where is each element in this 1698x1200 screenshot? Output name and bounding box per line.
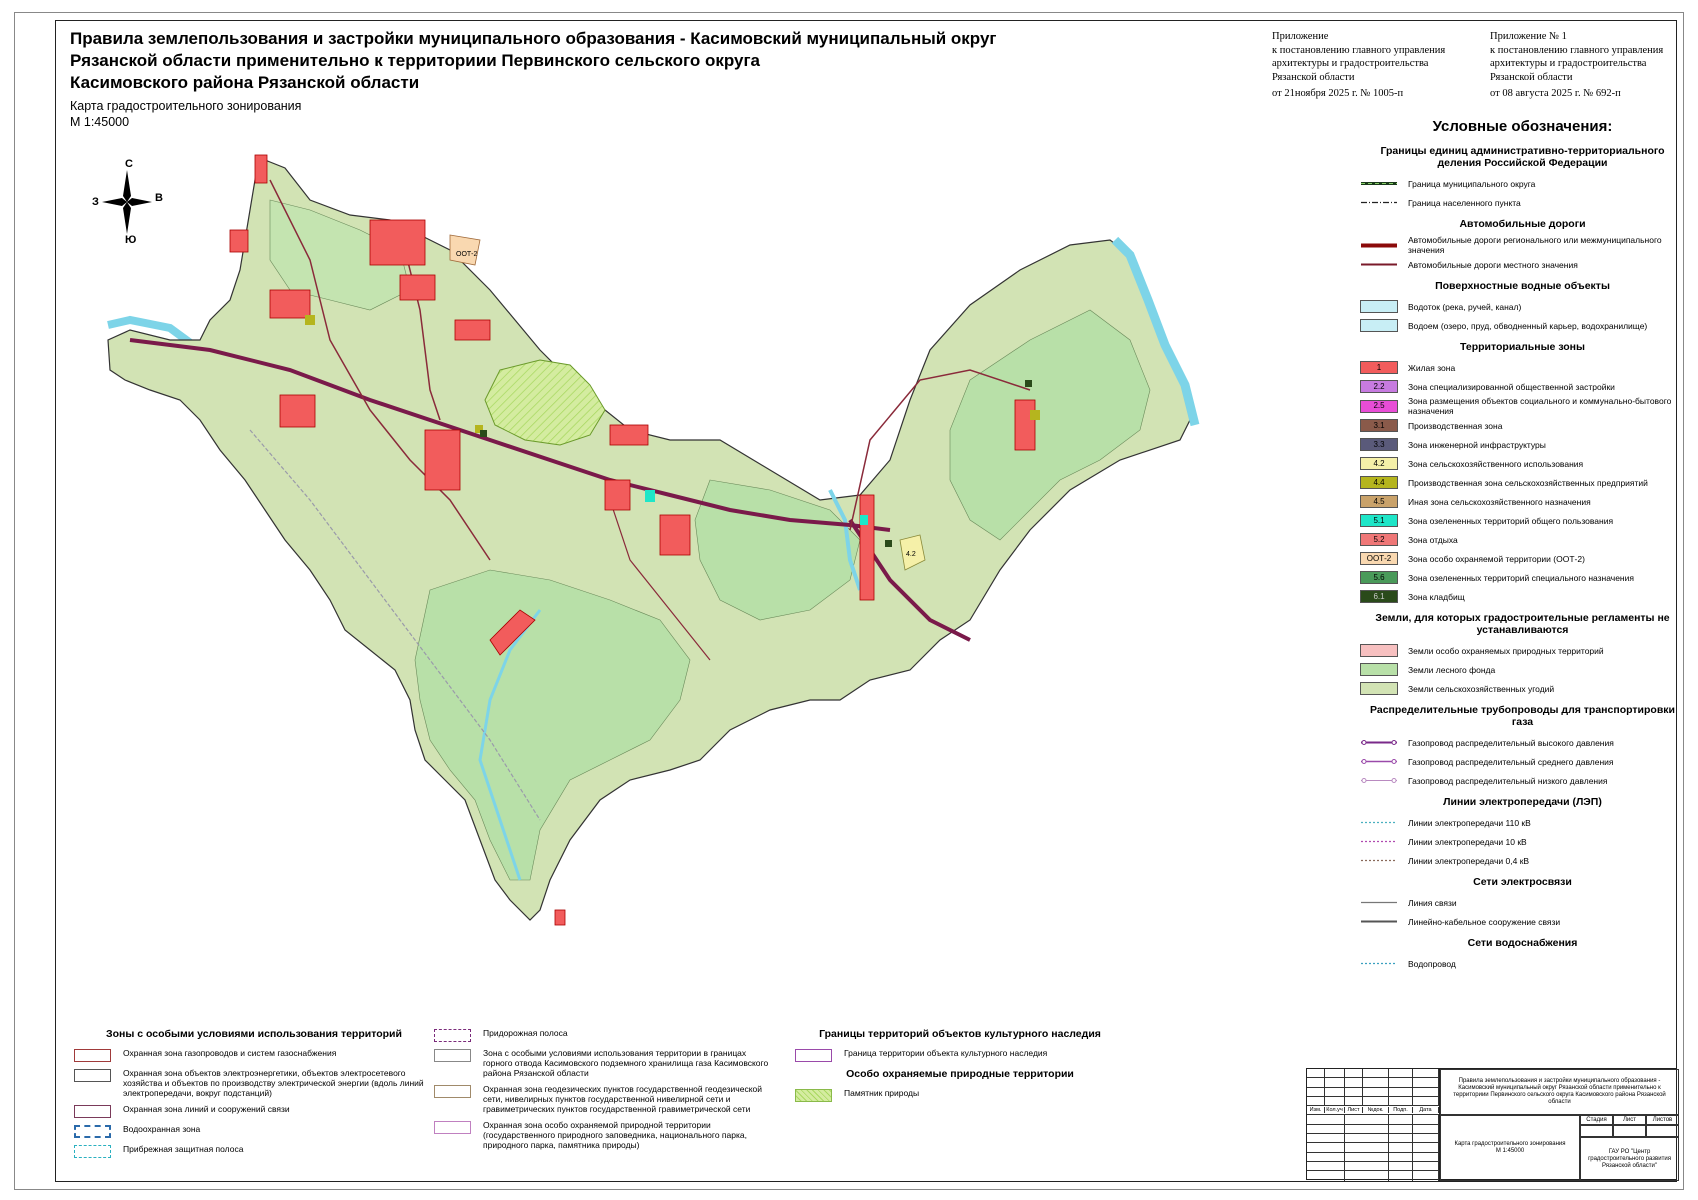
green-zone	[645, 490, 655, 502]
annex-1-l4: Рязанской области	[1272, 71, 1355, 83]
special-zone-row	[74, 1124, 434, 1138]
legend-item-label: Линия связи	[1408, 897, 1457, 908]
residential-zone	[860, 495, 874, 600]
special-zone-label: Придорожная полоса	[483, 1028, 568, 1038]
cemetery-zone	[885, 540, 892, 547]
stamp-h-list: Лист	[1345, 1107, 1363, 1113]
residential-zone	[400, 275, 435, 300]
stamp-h-izm: Изм.	[1307, 1107, 1325, 1113]
legend-item	[1360, 235, 1685, 255]
special-zone-symbol	[434, 1029, 471, 1042]
special-zone-row	[434, 1048, 774, 1078]
special-zones-legend	[74, 1028, 434, 1164]
legend-item	[1360, 454, 1685, 473]
legend-symbol	[1360, 476, 1398, 489]
oot-label: ООТ-2	[456, 251, 478, 258]
legend-symbol	[1360, 755, 1398, 768]
residential-zone	[425, 430, 460, 490]
stamp-h-kol: Кол.уч	[1325, 1107, 1345, 1113]
legend-symbol	[1360, 457, 1398, 470]
annex-1-l1: Приложение	[1272, 31, 1329, 42]
legend-item-label: Зона особо охраняемой территории (ООТ-2)	[1408, 553, 1585, 564]
legend-item-label: Земли лесного фонда	[1408, 664, 1496, 675]
legend-item	[1360, 473, 1685, 492]
legend-symbol	[1360, 663, 1398, 676]
stamp-sheets: Листов	[1646, 1115, 1679, 1125]
stamp-org: ГАУ РО "Центр градостроительного развития Рязанской области"	[1580, 1137, 1679, 1181]
legend-zone-code: 2.5	[1373, 401, 1385, 410]
annex-1-date: от 21ноября 2025 г. № 1005-п	[1272, 88, 1404, 99]
compass-east: В	[155, 192, 163, 204]
stamp-stage: Стадия	[1580, 1115, 1613, 1125]
legend-symbol	[1360, 258, 1398, 271]
map-name: Карта градостроительного зонирования	[70, 99, 302, 113]
legend-section-title: Автомобильные дороги	[1459, 218, 1586, 230]
legend-item	[1360, 530, 1685, 549]
legend-item	[1360, 416, 1685, 435]
special-zone-symbol	[74, 1069, 111, 1082]
legend-item	[1360, 813, 1685, 832]
protected-row	[795, 1088, 1125, 1102]
legend-item	[1360, 587, 1685, 606]
legend-item-label: Зона сельскохозяйственного использования	[1408, 458, 1584, 469]
legend-item-label: Жилая зона	[1408, 362, 1456, 373]
legend-item	[1360, 912, 1685, 931]
special-zone-symbol	[434, 1049, 471, 1062]
legend-section-title: Сети электросвязи	[1473, 876, 1572, 888]
legend-symbol	[1360, 300, 1398, 313]
stamp-h-data: Дата	[1413, 1107, 1439, 1113]
legend-item-label: Зона озелененных территорий общего пользования	[1408, 515, 1614, 526]
annex-1	[1272, 30, 1472, 101]
legend-item	[1360, 549, 1685, 568]
special-zone-row	[74, 1068, 434, 1098]
annex-1-l2: к постановлению главного управления	[1272, 44, 1446, 56]
residential-zone	[255, 155, 267, 183]
title-line-1: Правила землепользования и застройки муниципального образования - Касимовский муниципальный округ	[70, 29, 997, 48]
heritage-title: Границы территорий объектов культурного наследия	[819, 1028, 1101, 1040]
legend-item-label: Автомобильные дороги регионального или межмуниципального значения	[1408, 235, 1662, 255]
legend-item-label: Линии электропередачи 0,4 кВ	[1408, 855, 1530, 866]
title-block	[70, 28, 1070, 130]
legend-symbol	[1360, 514, 1398, 527]
legend-item	[1360, 358, 1685, 377]
stamp-drawing-scale: М 1:45000	[1495, 1148, 1525, 1154]
legend-item-label: Газопровод распределительный низкого давления	[1408, 775, 1608, 786]
legend-item	[1360, 954, 1685, 973]
legend-zone-code: 3.1	[1373, 420, 1385, 430]
legend-title: Условные обозначения:	[1432, 118, 1613, 135]
legend-item	[1360, 316, 1685, 335]
residential-zone	[1015, 400, 1035, 450]
annex-2-l2: к постановлению главного управления	[1490, 44, 1664, 56]
legend-zone-code: 4.5	[1373, 496, 1385, 506]
residential-zone	[555, 910, 565, 925]
legend-zone-code: ООТ-2	[1366, 553, 1392, 563]
legend-item-label: Автомобильные дороги местного значения	[1408, 259, 1578, 270]
green-zone	[860, 515, 868, 525]
legend-item	[1360, 679, 1685, 698]
special-zone-label: Зона с особыми условиями использования территории в границах горного отвода Касимовского подземного хранилища газа Касимовского района Рязанской области	[483, 1048, 769, 1078]
special-zone-row	[434, 1120, 774, 1150]
legend-item-label: Производственная зона сельскохозяйственных предприятий	[1408, 477, 1648, 488]
heritage-label: Граница территории объекта культурного наследия	[844, 1048, 1048, 1058]
stamp-drawing-name: Карта градостроительного зонирования	[1454, 1141, 1566, 1147]
legend-item-label: Иная зона сельскохозяйственного назначения	[1408, 496, 1591, 507]
district-land	[108, 158, 1190, 920]
annex-2	[1490, 30, 1680, 101]
special-zone-label: Охранная зона геодезических пунктов государственной геодезической сети, нивелирных пунктов государственной нивелирной сети и гравиметрических пунктов государственной гравиметрической сети	[483, 1084, 762, 1114]
special-zone-row	[434, 1028, 774, 1042]
special-zone-label: Охранная зона особо охраняемой природной территории (государственного природного заповедника, национального парка, природного парка, памятника природы)	[483, 1120, 747, 1150]
legend-item-label: Газопровод распределительный высокого давления	[1408, 737, 1614, 748]
agri-production-zone	[1030, 410, 1040, 420]
legend-symbol	[1360, 736, 1398, 749]
legend-section-title: Границы единиц административно-территориального деления Российской Федерации	[1380, 145, 1665, 169]
legend-zone-code: 5.6	[1373, 572, 1385, 582]
special-zone-row	[74, 1048, 434, 1062]
special-zones-title: Зоны с особыми условиями использования территорий	[106, 1028, 402, 1040]
special-zone-label: Прибрежная защитная полоса	[123, 1144, 244, 1154]
special-zone-symbol	[74, 1145, 111, 1158]
legend-item-label: Зона кладбищ	[1408, 591, 1465, 602]
legend-item	[1360, 435, 1685, 454]
annex-2-l1: Приложение № 1	[1490, 31, 1567, 42]
legend-section-title: Распределительные трубопроводы для транспортировки газа	[1370, 704, 1675, 728]
special-zone-symbol	[74, 1125, 111, 1138]
stamp-revision-grid	[1307, 1069, 1439, 1181]
title-stamp	[1306, 1068, 1677, 1180]
legend-item	[1360, 174, 1685, 193]
special-zone-label: Охранная зона объектов электроэнергетики, объектов электросетевого хозяйства и объектов по производству электрической энергии (вдоль линий электропередачи, вокруг подстанций)	[123, 1068, 424, 1098]
legend-zone-code: 4.2	[1373, 458, 1385, 468]
legend-zone-code: 3.3	[1373, 439, 1385, 449]
special-zones-legend-2	[434, 1028, 774, 1156]
legend-item-label: Зона инженерной инфраструктуры	[1408, 439, 1546, 450]
residential-zone	[370, 220, 425, 265]
legend-item-label: Земли сельскохозяйственных угодий	[1408, 683, 1555, 694]
legend-symbol	[1360, 854, 1398, 867]
legend-zone-code: 5.2	[1373, 534, 1385, 544]
legend-item-label: Зона специализированной общественной застройки	[1408, 381, 1615, 392]
residential-zone	[280, 395, 315, 427]
compass-north: С	[125, 158, 133, 170]
legend-item-label: Линейно-кабельное сооружение связи	[1408, 916, 1561, 927]
legend-zone-code: 1	[1376, 362, 1382, 372]
legend-item	[1360, 568, 1685, 587]
residential-zone	[660, 515, 690, 555]
legend-symbol	[1360, 196, 1398, 209]
special-zone-label: Охранная зона газопроводов и систем газоснабжения	[123, 1048, 337, 1058]
special-zone-symbol	[434, 1085, 471, 1098]
cemetery-zone	[480, 430, 487, 437]
legend-symbol	[1360, 438, 1398, 451]
legend-item-label: Водопровод	[1408, 958, 1456, 969]
legend-item	[1360, 752, 1685, 771]
legend-item-label: Зона размещения объектов социального и коммунально-бытового назначения	[1408, 396, 1672, 416]
legend-symbol	[1360, 835, 1398, 848]
legend-item-label: Линии электропередачи 110 кВ	[1408, 817, 1531, 828]
residential-zone	[270, 290, 310, 318]
legend-symbol	[1360, 644, 1398, 657]
legend-section-title: Территориальные зоны	[1459, 341, 1585, 353]
legend-item	[1360, 511, 1685, 530]
legend-body	[1360, 145, 1685, 973]
residential-zone	[605, 480, 630, 510]
legend-item-label: Линии электропередачи 10 кВ	[1408, 836, 1527, 847]
legend-symbol	[1360, 419, 1398, 432]
legend-symbol	[1360, 896, 1398, 909]
annex-2-l3: архитектуры и градостроительства	[1490, 58, 1647, 69]
legend-section-title: Земли, для которых градостроительные регламенты не устанавливаются	[1375, 612, 1670, 636]
legend-item-label: Зона отдыха	[1408, 534, 1458, 545]
heritage-row	[795, 1048, 1125, 1062]
annex-1-l3: архитектуры и градостроительства	[1272, 58, 1429, 69]
annex-2-date: от 08 августа 2025 г. № 692-п	[1490, 88, 1621, 99]
stamp-sheet: Лист	[1613, 1115, 1646, 1125]
legend-item-label: Водоем (озеро, пруд, обводненный карьер, водохранилище)	[1408, 320, 1648, 331]
legend-symbol	[1360, 682, 1398, 695]
legend-item	[1360, 297, 1685, 316]
legend-symbol	[1360, 590, 1398, 603]
natural-monument-symbol	[795, 1089, 832, 1102]
legend-section-title: Поверхностные водные объекты	[1435, 280, 1610, 292]
residential-zone	[610, 425, 648, 445]
legend-item	[1360, 660, 1685, 679]
stamp-stage-val	[1580, 1125, 1613, 1137]
compass-west: З	[92, 196, 99, 208]
title-line-3: Касимовского района Рязанской области	[70, 73, 420, 92]
legend-symbol	[1360, 571, 1398, 584]
legend-item	[1360, 193, 1685, 212]
legend-item	[1360, 733, 1685, 752]
special-zone-label: Охранная зона линий и сооружений связи	[123, 1104, 290, 1114]
legend-item	[1360, 851, 1685, 870]
special-zone-symbol	[74, 1049, 111, 1062]
special-zone-label: Водоохранная зона	[123, 1124, 201, 1134]
legend-item-label: Зона озелененных территорий специального назначения	[1408, 572, 1634, 583]
annex-2-l4: Рязанской области	[1490, 71, 1573, 83]
legend-zone-code: 2.2	[1373, 381, 1385, 391]
legend-item-label: Газопровод распределительный среднего давления	[1408, 756, 1614, 767]
legend-item	[1360, 832, 1685, 851]
map-scale: М 1:45000	[70, 115, 130, 129]
legend-item-label: Производственная зона	[1408, 420, 1503, 431]
stamp-h-podp: Подп.	[1389, 1107, 1413, 1113]
special-zone-symbol	[434, 1121, 471, 1134]
legend-item	[1360, 396, 1685, 416]
legend-symbol	[1360, 361, 1398, 374]
legend-item-label: Граница населенного пункта	[1408, 197, 1521, 208]
legend-symbol	[1360, 495, 1398, 508]
special-zone-row	[74, 1144, 434, 1158]
residential-zone	[455, 320, 490, 340]
heritage-legend	[795, 1028, 1125, 1108]
legend-item	[1360, 893, 1685, 912]
legend-section-title: Линии электропередачи (ЛЭП)	[1443, 796, 1602, 808]
oot-zone	[450, 235, 480, 265]
legend-symbol	[1360, 957, 1398, 970]
legend-zone-code: 4.4	[1373, 477, 1385, 487]
legend-item-label: Водоток (река, ручей, канал)	[1408, 301, 1522, 312]
legend-item	[1360, 492, 1685, 511]
special-zone-symbol	[74, 1105, 111, 1118]
legend-item	[1360, 771, 1685, 790]
cemetery-zone	[1025, 380, 1032, 387]
legend-item	[1360, 377, 1685, 396]
residential-zone	[230, 230, 248, 252]
legend-symbol	[1360, 774, 1398, 787]
legend-symbol	[1360, 533, 1398, 546]
special-zone-row	[434, 1084, 774, 1114]
legend-zone-code: 6.1	[1373, 591, 1385, 601]
title-line-2: Рязанской области применительно к территориии Первинского сельского округа	[70, 51, 760, 70]
special-zone-row	[74, 1104, 434, 1118]
legend-symbol	[1360, 915, 1398, 928]
legend-symbol	[1360, 552, 1398, 565]
legend-symbol	[1360, 319, 1398, 332]
legend-symbol	[1360, 177, 1398, 190]
stamp-h-doc: №док.	[1363, 1107, 1389, 1113]
stamp-sheet-val	[1613, 1125, 1646, 1137]
protected-title: Особо охраняемые природные территории	[846, 1068, 1074, 1080]
legend-item-label: Граница муниципального округа	[1408, 178, 1536, 189]
heritage-symbol	[795, 1049, 832, 1062]
stamp-project: Правила землепользования и застройки муниципального образования - Касимовский муниципальный округ Рязанской области применительно к территориии Первинского сельского округа Касимовского района Рязанской области	[1440, 1069, 1679, 1115]
compass-south: Ю	[125, 234, 137, 246]
zoning-map[interactable]	[70, 140, 1290, 1010]
legend-item	[1360, 255, 1685, 274]
legend-symbol	[1360, 816, 1398, 829]
stamp-sheets-val	[1646, 1125, 1679, 1137]
stamp-drawing	[1440, 1115, 1580, 1181]
legend-item	[1360, 641, 1685, 660]
legend-section-title: Сети водоснабжения	[1467, 937, 1578, 949]
legend-symbol	[1360, 400, 1398, 413]
legend-symbol	[1360, 239, 1398, 252]
legend	[1360, 118, 1685, 973]
protected-label: Памятник природы	[844, 1088, 920, 1098]
legend-zone-code: 5.1	[1373, 515, 1385, 525]
zone-42-label: 4.2	[906, 551, 916, 558]
legend-item-label: Земли особо охраняемых природных территорий	[1408, 645, 1604, 656]
stamp-right	[1439, 1069, 1678, 1181]
legend-symbol	[1360, 380, 1398, 393]
agri-production-zone	[305, 315, 315, 325]
